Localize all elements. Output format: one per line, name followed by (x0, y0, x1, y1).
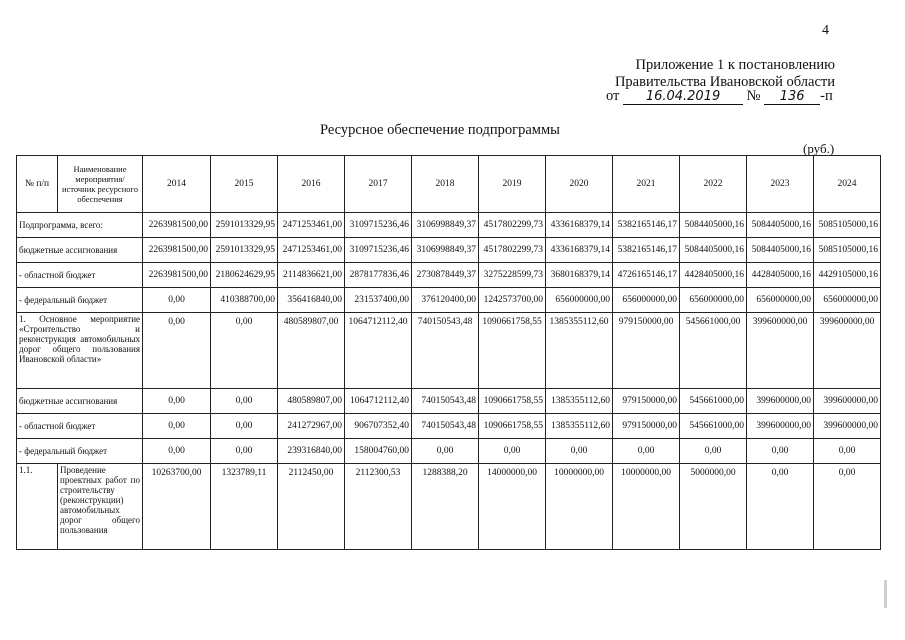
table-row (17, 238, 881, 263)
table-cell: 241272967,00 (278, 414, 345, 439)
header-year: 2020 (546, 156, 613, 213)
table-cell: 0,00 (143, 313, 211, 389)
header-year: 2017 (345, 156, 412, 213)
row-label: - федеральный бюджет (17, 439, 143, 464)
header-year: 2016 (278, 156, 345, 213)
resolution-date: 16.04.2019 (623, 89, 743, 105)
table-cell: 5084405000,16 (680, 238, 747, 263)
table-cell: 0,00 (211, 439, 278, 464)
table-cell: 545661000,00 (680, 389, 747, 414)
table-cell: 5382165146,17 (613, 238, 680, 263)
table-cell: 740150543,48 (412, 414, 479, 439)
row-label: - областной бюджет (17, 263, 143, 288)
table-row (17, 464, 881, 550)
resource-table (16, 155, 881, 550)
table-cell: 0,00 (143, 439, 211, 464)
table-cell: 1385355112,60 (546, 389, 613, 414)
table-cell: 0,00 (211, 313, 278, 389)
table-cell: 979150000,00 (613, 389, 680, 414)
table-cell: 1090661758,55 (479, 313, 546, 389)
table-cell: 1385355112,60 (546, 414, 613, 439)
table-cell: 4428405000,16 (680, 263, 747, 288)
table-cell: 2114836621,00 (278, 263, 345, 288)
table-cell: 1323789,11 (211, 464, 278, 550)
table-cell: 480589807,00 (278, 389, 345, 414)
table-cell: 656000000,00 (613, 288, 680, 313)
page-number: 4 (822, 23, 829, 38)
header-year: 2021 (613, 156, 680, 213)
table-cell: 1288388,20 (412, 464, 479, 550)
table-cell: 5084405000,16 (747, 213, 814, 238)
table-cell: 906707352,40 (345, 414, 412, 439)
table-cell: 1064712112,40 (345, 389, 412, 414)
table-cell: 356416840,00 (278, 288, 345, 313)
table-cell: 3109715236,46 (345, 238, 412, 263)
table-cell: 2112450,00 (278, 464, 345, 550)
row-label: бюджетные ассигнования (17, 389, 143, 414)
table-cell: 656000000,00 (814, 288, 881, 313)
table-cell: 4336168379,14 (546, 213, 613, 238)
table-cell: 545661000,00 (680, 414, 747, 439)
appendix-line-1: Приложение 1 к постановлению (635, 57, 835, 73)
table-cell: 2591013329,95 (211, 213, 278, 238)
table-cell: 10000000,00 (546, 464, 613, 550)
table-cell: 10000000,00 (613, 464, 680, 550)
table-cell: 0,00 (680, 439, 747, 464)
table-cell: 0,00 (546, 439, 613, 464)
table-cell: 5382165146,17 (613, 213, 680, 238)
table-cell: 3106998849,37 (412, 213, 479, 238)
header-year: 2015 (211, 156, 278, 213)
table-cell: 4517802299,73 (479, 238, 546, 263)
table-cell: 399600000,00 (747, 389, 814, 414)
table-cell: 10263700,00 (143, 464, 211, 550)
table-cell: 4336168379,14 (546, 238, 613, 263)
table-cell: 3680168379,14 (546, 263, 613, 288)
table-cell: 2730878449,37 (412, 263, 479, 288)
table-row (17, 389, 881, 414)
table-row (17, 439, 881, 464)
table-cell: 0,00 (613, 439, 680, 464)
table-cell: 1242573700,00 (479, 288, 546, 313)
table-cell: 2180624629,95 (211, 263, 278, 288)
table-cell: 2591013329,95 (211, 238, 278, 263)
table-cell: 231537400,00 (345, 288, 412, 313)
table-cell: 4429105000,16 (814, 263, 881, 288)
table-cell: 399600000,00 (814, 313, 881, 389)
table-cell: 740150543,48 (412, 389, 479, 414)
number-suffix: -п (820, 88, 833, 104)
table-cell: 0,00 (143, 414, 211, 439)
table-cell: 3109715236,46 (345, 213, 412, 238)
table-cell: 656000000,00 (747, 288, 814, 313)
number-label: № (746, 88, 761, 104)
header-num: № п/п (17, 156, 58, 213)
table-row (17, 213, 881, 238)
table-cell: 0,00 (814, 439, 881, 464)
table-cell: 5084405000,16 (680, 213, 747, 238)
table-cell: 0,00 (412, 439, 479, 464)
resolution-date-number (606, 88, 833, 105)
table-cell: 239316840,00 (278, 439, 345, 464)
from-label: от (606, 88, 620, 104)
table-cell: 4726165146,17 (613, 263, 680, 288)
appendix-header (615, 57, 835, 91)
table-cell: 0,00 (747, 439, 814, 464)
table-cell: 3275228599,73 (479, 263, 546, 288)
table-cell: 740150543,48 (412, 313, 479, 389)
table-cell: 399600000,00 (747, 313, 814, 389)
table-cell: 14000000,00 (479, 464, 546, 550)
row-label: 1. Основное мероприятие «Строительство и реконструкция автомобильных дорог общего пользования Ивановской области» (17, 313, 143, 389)
table-row (17, 263, 881, 288)
row-number: 1.1. (17, 464, 58, 550)
header-year: 2019 (479, 156, 546, 213)
header-year: 2014 (143, 156, 211, 213)
table-cell: 656000000,00 (546, 288, 613, 313)
table-cell: 0,00 (479, 439, 546, 464)
table-cell: 0,00 (143, 389, 211, 414)
table-cell: 4428405000,16 (747, 263, 814, 288)
header-name: Наименование мероприятия/источник ресурсного обеспечения (58, 156, 143, 213)
resolution-number: 136 (764, 89, 820, 105)
scan-artifact (884, 580, 887, 608)
table-cell: 2471253461,00 (278, 238, 345, 263)
page-title: Ресурсное обеспечение подпрограммы (320, 122, 560, 138)
table-cell: 5084405000,16 (747, 238, 814, 263)
table-cell: 399600000,00 (814, 414, 881, 439)
table-cell: 3106998849,37 (412, 238, 479, 263)
table-row (17, 313, 881, 389)
table-cell: 1064712112,40 (345, 313, 412, 389)
table-cell: 399600000,00 (814, 389, 881, 414)
table-cell: 0,00 (814, 464, 881, 550)
table-cell: 979150000,00 (613, 313, 680, 389)
table-cell: 0,00 (747, 464, 814, 550)
table-cell: 2471253461,00 (278, 213, 345, 238)
table-cell: 1385355112,60 (546, 313, 613, 389)
table-cell: 0,00 (143, 288, 211, 313)
table-cell: 1090661758,55 (479, 389, 546, 414)
table-cell: 545661000,00 (680, 313, 747, 389)
table-header-row (17, 156, 881, 213)
table-cell: 2263981500,00 (143, 263, 211, 288)
row-label: - областной бюджет (17, 414, 143, 439)
table-cell: 376120400,00 (412, 288, 479, 313)
header-year: 2018 (412, 156, 479, 213)
table-cell: 0,00 (211, 414, 278, 439)
header-year: 2022 (680, 156, 747, 213)
table-cell: 399600000,00 (747, 414, 814, 439)
table-cell: 2112300,53 (345, 464, 412, 550)
table-cell: 5085105000,16 (814, 213, 881, 238)
table-cell: 410388700,00 (211, 288, 278, 313)
table-cell: 158004760,00 (345, 439, 412, 464)
table-cell: 0,00 (211, 389, 278, 414)
row-label: - федеральный бюджет (17, 288, 143, 313)
table-cell: 5000000,00 (680, 464, 747, 550)
table-cell: 480589807,00 (278, 313, 345, 389)
table-cell: 4517802299,73 (479, 213, 546, 238)
row-label: Подпрограмма, всего: (17, 213, 143, 238)
table-cell: 2878177836,46 (345, 263, 412, 288)
header-year: 2024 (814, 156, 881, 213)
table-row (17, 288, 881, 313)
appendix-line-2: Правительства Ивановской области (614, 74, 835, 90)
table-cell: 2263981500,00 (143, 213, 211, 238)
table-cell: 2263981500,00 (143, 238, 211, 263)
table-cell: 1090661758,55 (479, 414, 546, 439)
unit-label: (руб.) (803, 141, 835, 156)
header-year: 2023 (747, 156, 814, 213)
table-cell: 656000000,00 (680, 288, 747, 313)
table-cell: 5085105000,16 (814, 238, 881, 263)
table-cell: 979150000,00 (613, 414, 680, 439)
row-label: бюджетные ассигнования (17, 238, 143, 263)
row-label: Проведение проектных работ по строительству (реконструкции) автомобильных дорог общего пользования (58, 464, 143, 550)
table-row (17, 414, 881, 439)
